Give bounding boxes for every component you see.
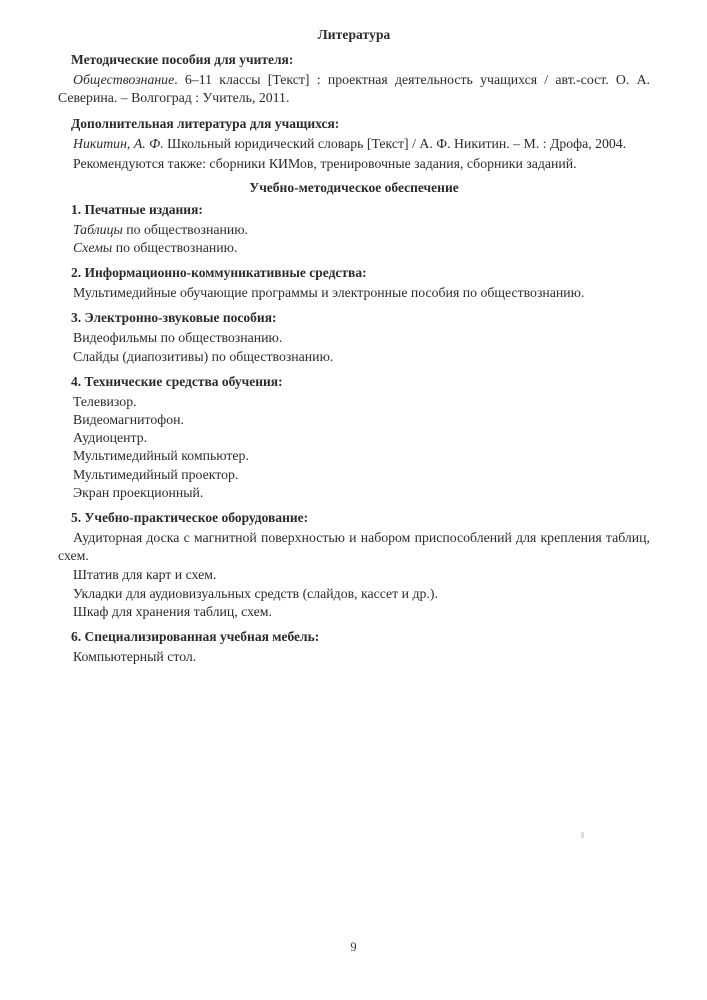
list-item: Мультимедийный компьютер. (73, 448, 249, 464)
list-item (58, 221, 650, 239)
item-rest: по обществознанию. (122, 221, 248, 237)
numbered-heading-2: 2. Информационно-коммуникативные средства: (71, 265, 367, 281)
list-item: Штатив для карт и схем. (73, 567, 217, 583)
page-number: 9 (350, 940, 357, 954)
spacer (58, 621, 650, 625)
list-item: Аудиоцентр. (73, 430, 148, 446)
spacer (58, 173, 650, 177)
entry-rest: . 6–11 классы [Текст] : проектная деятельность учащихся / авт.-сост. О. А. Северина. – Волгоград : Учитель, 2011. (58, 72, 650, 106)
list-item: Экран проекционный. (73, 484, 204, 500)
section-heading-student-literature: Дополнительная литература для учащихся: (71, 116, 340, 132)
list-item: Мультимедийный проектор. (73, 466, 239, 482)
bibliography-entry (58, 135, 650, 153)
list-item: Компьютерный стол. (73, 649, 197, 665)
page-content (58, 26, 650, 666)
list-item: Шкаф для хранения таблиц, схем. (73, 603, 272, 619)
list-item: Телевизор. (73, 393, 137, 409)
list-item (58, 239, 650, 257)
list-item: Видеофильмы по обществознанию. (73, 330, 283, 346)
list-item: Слайды (диапозитивы) по обществознанию. (73, 348, 334, 364)
numbered-heading-6: 6. Специализированная учебная мебель: (71, 629, 320, 645)
numbered-heading-5: 5. Учебно-практическое оборудование: (71, 510, 309, 526)
spacer (58, 108, 650, 112)
spacer (58, 302, 650, 306)
numbered-heading-1: 1. Печатные издания: (71, 201, 203, 217)
scan-artifact (581, 832, 584, 838)
bibliography-note: Рекомендуются также: сборники КИМов, тренировочные задания, сборники заданий. (73, 155, 577, 171)
list-item: Видеомагнитофон. (73, 412, 184, 428)
entry-italic-title: Обществознание (73, 72, 175, 87)
spacer (58, 257, 650, 261)
section-heading-teacher-manuals: Методические пособия для учителя: (71, 52, 294, 67)
entry-rest: Школьный юридический словарь [Текст] / А. Ф. Никитин. – М. : Дрофа, 2004. (163, 136, 627, 152)
bibliography-entry (58, 71, 650, 107)
item-italic: Схемы (73, 240, 113, 256)
list-item: Укладки для аудиовизуальных средств (слайдов, кассет и др.). (73, 585, 438, 601)
item-rest: по обществознанию. (112, 240, 238, 256)
numbered-heading-4: 4. Технические средства обучения: (71, 373, 283, 389)
list-item: Аудиторная доска с магнитной поверхностью и набором приспособлений для крепления таблиц, схем. (58, 530, 650, 564)
list-item: Мультимедийные обучающие программы и электронные пособия по обществознанию. (73, 285, 585, 301)
center-heading-methodical-support: Учебно-методическое обеспечение (249, 179, 459, 195)
entry-italic-author: Никитин, А. Ф. (73, 136, 164, 152)
spacer (58, 366, 650, 370)
numbered-heading-3: 3. Электронно-звуковые пособия: (71, 310, 277, 326)
page-title: Литература (317, 27, 391, 42)
spacer (58, 502, 650, 506)
item-italic: Таблицы (73, 221, 123, 237)
